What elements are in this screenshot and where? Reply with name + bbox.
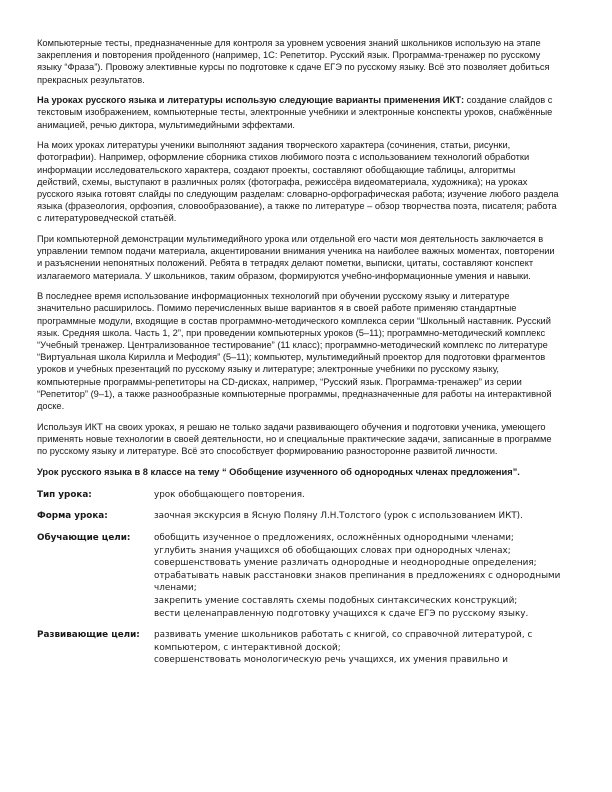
lesson-row-line: заочная экскурсия в Ясную Поляну Л.Н.Толстого (урок с использованием ИКТ). (154, 511, 523, 522)
lesson-row (37, 629, 572, 676)
lesson-row-label: Форма урока: (37, 511, 108, 522)
lesson-row-line: обобщить изученное о предложениях, осложнённых однородными членами; (154, 533, 514, 544)
paragraph (37, 233, 560, 282)
lesson-row-label: Тип урока: (37, 489, 92, 500)
lesson-row-value (154, 532, 572, 629)
paragraph (37, 37, 560, 86)
paragraph (37, 139, 560, 224)
paragraph (37, 290, 560, 412)
paragraph-text: Используя ИКТ на своих уроках, я решаю не только задачи развивающего обучения и подготовки ученика, умеющего применять новые технологии в своей деятельности, но и специальные практические задачи, записанные в программе по русскому языку и литературе. Всё это способствует формированию разностороннe развитой личности. (37, 421, 552, 457)
lesson-row-value (154, 629, 572, 676)
lesson-row-line: вести целенаправленную подготовку учащихся к сдаче ЕГЭ по русскому языку. (154, 608, 529, 619)
lesson-row-label: Развивающие цели: (37, 630, 140, 641)
lesson-row-line: урок обобщающего повторения. (154, 489, 305, 500)
body-text (37, 37, 560, 457)
lesson-row (37, 532, 572, 629)
lesson-row-line: закрепить умение составлять схемы подобных синтаксических конструкций; (154, 596, 518, 606)
lesson-row (37, 510, 572, 532)
lesson-row-line: отрабатывать навык расстановки знаков препинания в предложениях с однородными членами; (154, 570, 561, 594)
paragraph-text: На моих уроках литературы ученики выполняют задания творческого характера (сочинения, статьи, рисунки, фотографии). Например, оформление сборника стихов любимого поэта с использованием технологий обработки информации исследовательского характера, создают проекты, составляют обобщающие таблицы, алгоритмы действий, схемы, выступают в различных ролях (фотографа, режиссёра видеоматериала, художника); на уроках русского языка готовят слайды по следующим разделам: словарно-орфографическая работа; изучение любого раздела языка (фразеология, орфоэпия, словообразование), а также по литературе – обзор творчества поэта, писателя; работа с литературоведческой статьёй. (37, 140, 559, 224)
paragraph (37, 94, 560, 131)
paragraph (37, 421, 560, 458)
paragraph-text: В последнее время использование информационных технологий при обучении русскому языку и литературе значительно расширилось. Помимо перечисленных выше вариантов я в своей работе применяю стандартные программные модули, входящие в состав программно-методического комплекса серии “Школьный наставник. Русский язык. Средняя школа. Часть 1, 2”, при проведении компьютерных уроков (5–11); программно-методический комплекс “Учебный тренажер. Централизованное тестирование” (11 класс); программно-методический комплекс по литературе “Виртуальная школа Кирилла и Мефодия” (5–11); компьютер, мультимедийный проектор для подготовки фрагментов уроков и учебных презентаций по русскому языку и литературе; электронные учебники по русскому языку, компьютерные программы-репетиторы на CD-дисках, например, “Русский язык. Программа-тренажер” из серии “Репетитор” (9–1), а также разнообразные компьютерные программы, предназначенные для работы на интерактивной доске. (37, 291, 552, 412)
paragraph-text: создание слайдов с текстовым изображением, компьютерные тесты, электронные учебники и электронные конспекты уроков, снабжённые анимацией, речью диктора, мультимедийными эффектами. (37, 95, 553, 130)
lesson-row-line: совершенствовать монологическую речь учащихся, их умения правильно и (154, 655, 508, 666)
lesson-row (37, 489, 572, 511)
lesson-row-label: Обучающие цели: (37, 533, 131, 544)
lesson-row-line: совершенствовать умение различать однородные и неоднородные определения; (154, 558, 537, 569)
lesson-row-line: углубить знания учащихся об обобщающих словах при однородных членах; (154, 545, 511, 556)
paragraph-lead: На уроках русского языка и литературы использую следующие варианты применения ИКТ: (37, 95, 465, 106)
lesson-row-line: развивать умение школьников работать с книгой, со справочной литературой, с компьютером, с интерактивной доской; (154, 630, 533, 653)
lesson-title: Урок русского языка в 8 классе на тему “ Обобщение изученного об однородных членах предложения”. (37, 466, 520, 477)
lesson-row-value (154, 510, 572, 532)
lesson-plan-table (37, 489, 572, 676)
lesson-row-value (154, 489, 572, 511)
paragraph-text: При компьютерной демонстрации мультимедийного урока или отдельной его части моя деятельность заключается в управлении темпом подачи материала, акцентировании внимания ученика на наиболее важных моментах, повторении и разъяснении непонятных положений. Ребята в тетрадях делают пометки, выписки, цитаты, составляют конспект излагаемого материала. У школьников, таким образом, формируются учебно-информационные умения и навыки. (37, 234, 555, 281)
paragraph-text: Компьютерные тесты, предназначенные для контроля за уровнем усвоения знаний школьников использую на этапе закрепления и повторения пройденного (например, 1С: Репетитор. Русский язык. Программа-тренажер по русскому языку “Фраза”). Провожу элективные курсы по подготовке к сдаче ЕГЭ по русскому языку. Всё это позволяет добиться прекрасных результатов. (37, 38, 550, 85)
